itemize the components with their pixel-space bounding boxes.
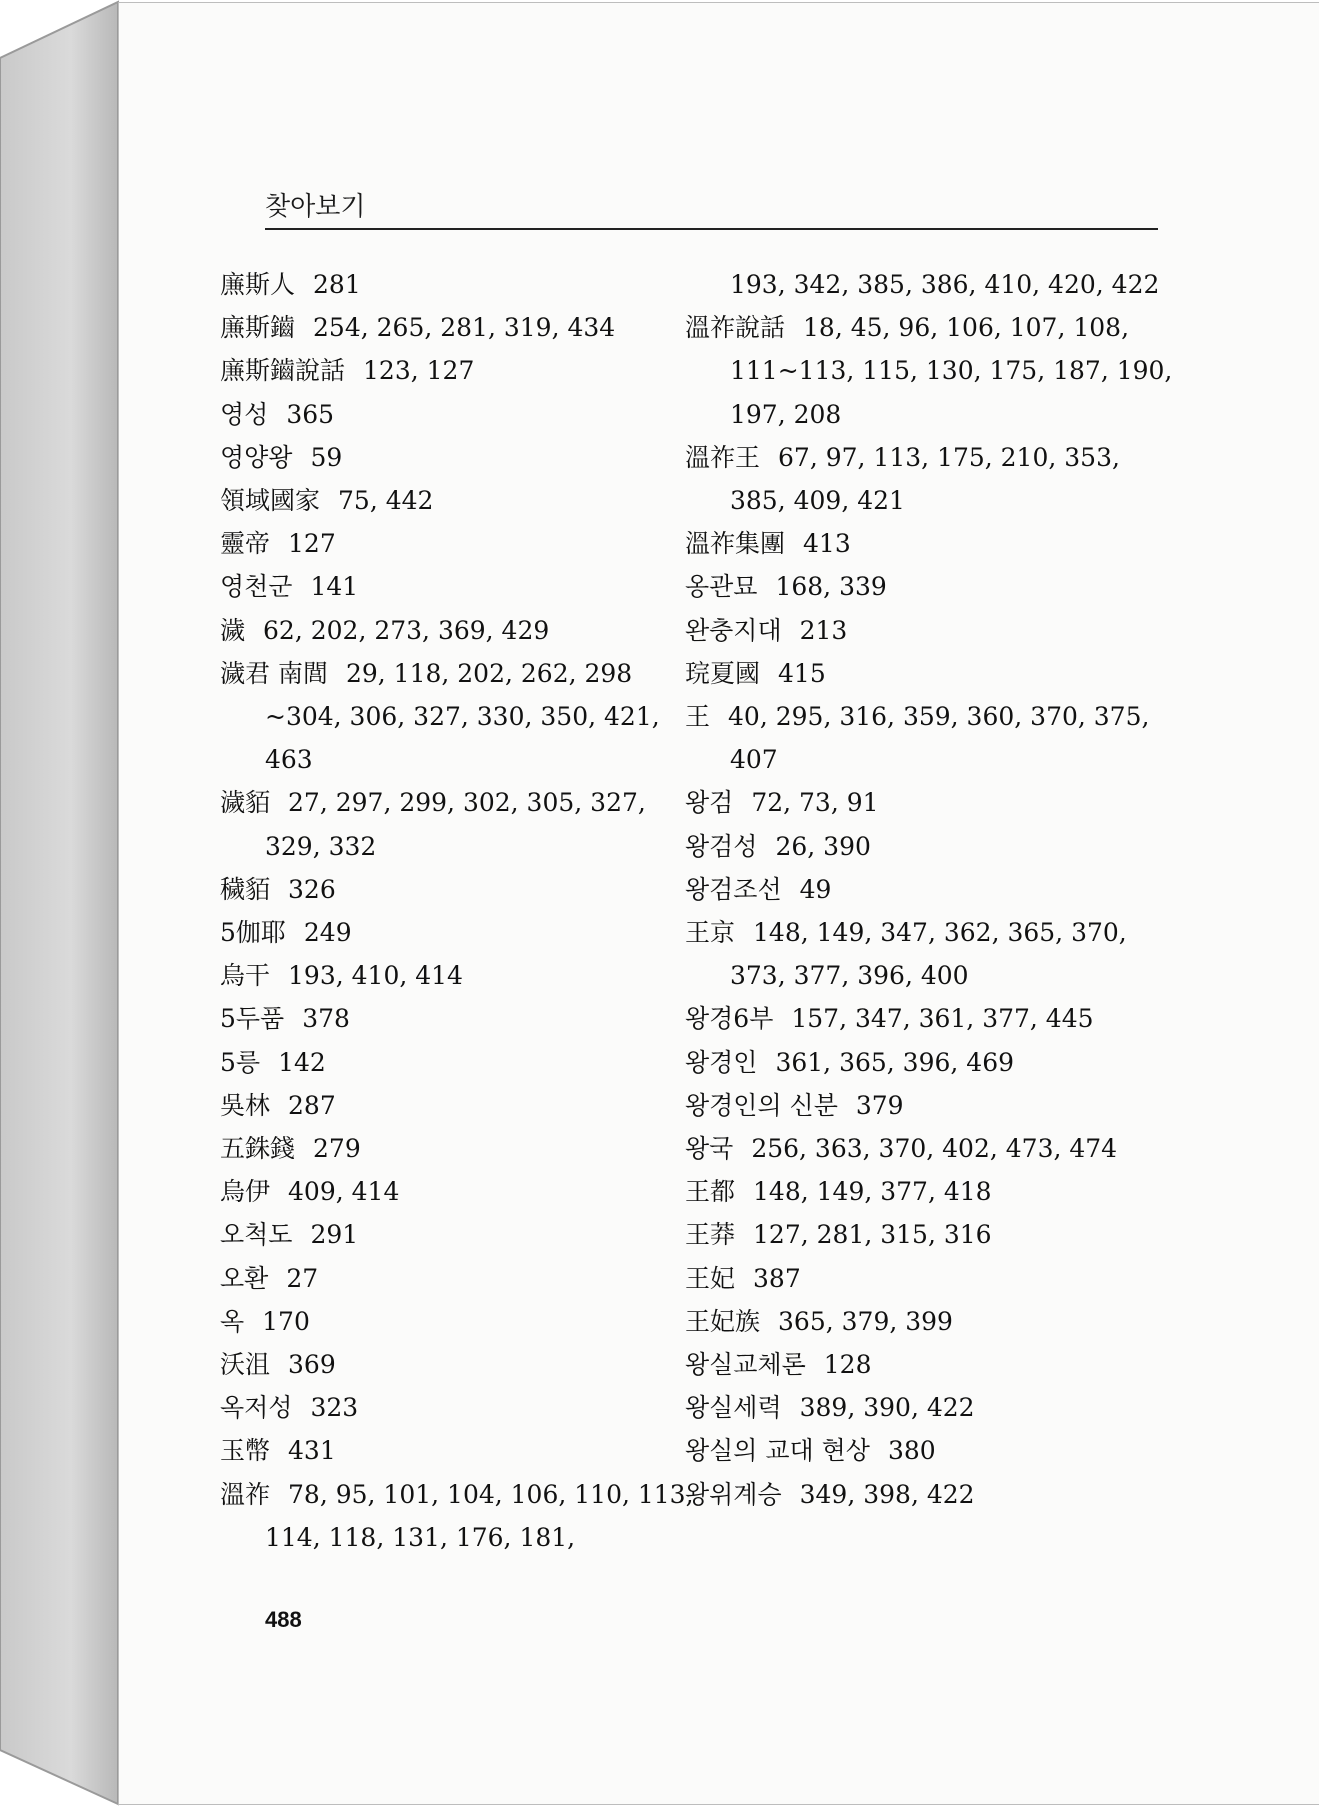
index-entry: [685, 1041, 1175, 1084]
index-term: 왕경인의 신분: [685, 1090, 838, 1120]
index-pages: 78, 95, 101, 104, 106, 110, 113, 114, 118, 131, 176, 181,: [265, 1479, 694, 1552]
index-pages: 415: [778, 658, 826, 688]
index-pages: 127, 281, 315, 316: [753, 1220, 992, 1250]
index-entry: [685, 1213, 1175, 1256]
index-entry: [220, 1300, 705, 1343]
index-entry: [685, 1170, 1175, 1213]
index-pages: 128: [823, 1350, 872, 1380]
index-pages: 287: [288, 1090, 336, 1120]
index-term: 烏干: [220, 961, 271, 991]
index-pages: 323: [310, 1393, 359, 1423]
index-pages: 27: [286, 1263, 319, 1293]
index-pages: 379: [855, 1090, 904, 1120]
index-pages: 409, 414: [288, 1177, 400, 1207]
index-term: 㢘斯人: [220, 270, 296, 299]
index-term: 五銖錢: [220, 1134, 296, 1164]
index-term: 영성: [220, 399, 269, 429]
index-entry: [220, 1429, 705, 1472]
index-pages: 378: [302, 1004, 350, 1034]
index-pages: 62, 202, 273, 369, 429: [263, 615, 550, 645]
index-term: 왕위계승: [685, 1479, 782, 1509]
page-title: 찾아보기: [265, 192, 366, 222]
index-term: 왕실의 교대 현상: [685, 1436, 870, 1466]
index-pages: 389, 390, 422: [799, 1393, 975, 1423]
index-pages: 67, 97, 113, 175, 210, 353, 385, 409, 421: [730, 442, 1120, 516]
index-pages: 40, 295, 316, 359, 360, 370, 375, 407: [728, 702, 1150, 775]
index-term: 옥: [220, 1306, 245, 1336]
index-term: 㢘斯鑡說話: [220, 356, 346, 386]
index-pages: 142: [278, 1047, 326, 1077]
index-entry: [685, 522, 1175, 565]
index-entry: [685, 436, 1175, 522]
index-entry: [685, 609, 1175, 652]
index-term: 王妃: [685, 1263, 736, 1293]
index-pages: 256, 363, 370, 402, 473, 474: [751, 1134, 1118, 1164]
index-pages: 281: [313, 270, 361, 299]
index-term: 왕경6부: [685, 1004, 774, 1034]
index-entry: [220, 393, 705, 436]
index-entry: [220, 522, 705, 565]
index-pages: 72, 73, 91: [751, 788, 879, 818]
index-pages: 170: [262, 1306, 310, 1336]
index-pages: 27, 297, 299, 302, 305, 327, 329, 332: [265, 788, 646, 861]
index-left-column: [220, 263, 705, 1559]
index-entry: [220, 609, 705, 652]
index-pages: 213: [799, 615, 848, 645]
index-term: 영양왕: [220, 442, 293, 472]
header-rule: [265, 228, 1158, 230]
page-number: 488: [265, 1607, 302, 1632]
index-entry: [220, 306, 705, 349]
index-pages: 387: [753, 1263, 801, 1293]
index-entry: [685, 1386, 1175, 1429]
index-term: 왕국: [685, 1134, 734, 1164]
index-term: 5伽耶: [220, 918, 286, 948]
index-term: 濊貊: [220, 788, 271, 818]
index-entry: [220, 1257, 705, 1300]
index-entry: [220, 479, 705, 522]
index-entry: [685, 825, 1175, 868]
index-entry: [220, 1473, 705, 1559]
index-entry: [220, 954, 705, 997]
index-pages: 127: [288, 529, 336, 559]
index-entry: [685, 911, 1175, 997]
index-entry: [685, 1257, 1175, 1300]
index-term: 濊君 南閭: [220, 658, 328, 688]
index-entry: [685, 565, 1175, 608]
index-term: 吳林: [220, 1090, 271, 1120]
index-entry: [685, 1343, 1175, 1386]
index-term: 옥저성: [220, 1393, 293, 1423]
book-spine: [0, 0, 125, 1806]
index-entry: [220, 1386, 705, 1429]
index-term: 완충지대: [685, 615, 782, 645]
index-entry: [685, 1429, 1175, 1472]
index-term: 오환: [220, 1263, 269, 1293]
index-term: 王京: [685, 918, 736, 948]
index-pages: 141: [310, 572, 359, 602]
index-pages: 29, 118, 202, 262, 298 ~304, 306, 327, 330, 350, 421, 463: [265, 658, 660, 775]
index-term: 王都: [685, 1177, 736, 1207]
index-entry: [220, 652, 705, 782]
index-pages: 413: [803, 529, 851, 559]
index-entry: [220, 263, 705, 306]
index-continuation: 193, 342, 385, 386, 410, 420, 422: [730, 270, 1160, 299]
index-entry: [220, 1343, 705, 1386]
index-pages: 365, 379, 399: [778, 1306, 953, 1336]
index-term: 琓夏國: [685, 658, 761, 688]
index-entry: [220, 349, 705, 392]
index-term: 穢貊: [220, 874, 271, 904]
index-pages: 148, 149, 377, 418: [753, 1177, 992, 1207]
index-term: 왕검성: [685, 831, 758, 861]
index-term: 옹관묘: [685, 572, 758, 602]
index-entry: [220, 1213, 705, 1256]
index-pages: 291: [310, 1220, 359, 1250]
index-pages: 148, 149, 347, 362, 365, 370, 373, 377, 396, 400: [730, 918, 1127, 991]
index-pages: 59: [310, 442, 343, 472]
index-pages: 18, 45, 96, 106, 107, 108, 111~113, 115, 130, 175, 187, 190, 197, 208: [730, 313, 1173, 429]
index-pages: 26, 390: [775, 831, 871, 861]
index-entry: [685, 652, 1175, 695]
index-pages: 49: [799, 874, 832, 904]
index-entry: [220, 781, 705, 867]
index-entry: [220, 997, 705, 1040]
index-pages: 168, 339: [775, 572, 887, 602]
index-term: 溫祚王: [685, 442, 761, 472]
index-term: 5릉: [220, 1047, 261, 1077]
index-term: 靈帝: [220, 529, 271, 559]
index-pages: 380: [887, 1436, 936, 1466]
index-entry: [220, 911, 705, 954]
index-pages: 123, 127: [363, 356, 475, 386]
index-entry: [220, 1170, 705, 1213]
index-term: 왕실세력: [685, 1393, 782, 1423]
index-pages: 254, 265, 281, 319, 434: [313, 313, 616, 343]
index-term: 왕경인: [685, 1047, 758, 1077]
index-pages: 349, 398, 422: [799, 1479, 975, 1509]
index-term: 溫祚集團: [685, 529, 786, 559]
index-term: 㢘斯鑡: [220, 313, 296, 343]
index-entry: [685, 868, 1175, 911]
index-pages: 431: [288, 1436, 336, 1466]
index-term: 영천군: [220, 572, 293, 602]
index-term: 왕검조선: [685, 874, 782, 904]
index-entry: [220, 565, 705, 608]
index-entry: [685, 1127, 1175, 1170]
index-pages: 369: [288, 1350, 336, 1380]
index-pages: 326: [288, 874, 336, 904]
index-term: 溫祚說話: [685, 313, 786, 343]
index-term: 왕검: [685, 788, 734, 818]
index-pages: 365: [286, 399, 335, 429]
index-entry: [685, 1300, 1175, 1343]
index-term: 烏伊: [220, 1177, 271, 1207]
index-pages: 249: [303, 918, 352, 948]
index-pages: 75, 442: [338, 486, 434, 516]
index-entry: [220, 868, 705, 911]
index-pages: 279: [313, 1134, 361, 1164]
index-pages: 157, 347, 361, 377, 445: [791, 1004, 1094, 1034]
index-term: 오척도: [220, 1220, 293, 1250]
index-entry: [220, 1127, 705, 1170]
index-entry: [685, 695, 1175, 781]
index-term: 왕실교체론: [685, 1350, 806, 1380]
index-term: 王妃族: [685, 1306, 761, 1336]
index-term: 王: [685, 702, 711, 732]
index-term: 玉幣: [220, 1436, 271, 1466]
index-entry: [685, 781, 1175, 824]
index-pages: 193, 410, 414: [288, 961, 463, 991]
index-entry: [685, 1473, 1175, 1516]
index-term: 王莽: [685, 1220, 736, 1250]
index-right-column: [685, 263, 1175, 1516]
index-entry: [685, 997, 1175, 1040]
index-term: 領域國家: [220, 486, 321, 516]
index-entry: [220, 436, 705, 479]
index-term: 沃沮: [220, 1350, 271, 1380]
index-entry: [220, 1041, 705, 1084]
index-entry: [685, 1084, 1175, 1127]
index-pages: 361, 365, 396, 469: [775, 1047, 1015, 1077]
index-entry: [685, 306, 1175, 436]
index-term: 溫祚: [220, 1479, 271, 1509]
index-entry: [220, 1084, 705, 1127]
index-term: 5두품: [220, 1004, 285, 1034]
index-term: 濊: [220, 615, 246, 645]
